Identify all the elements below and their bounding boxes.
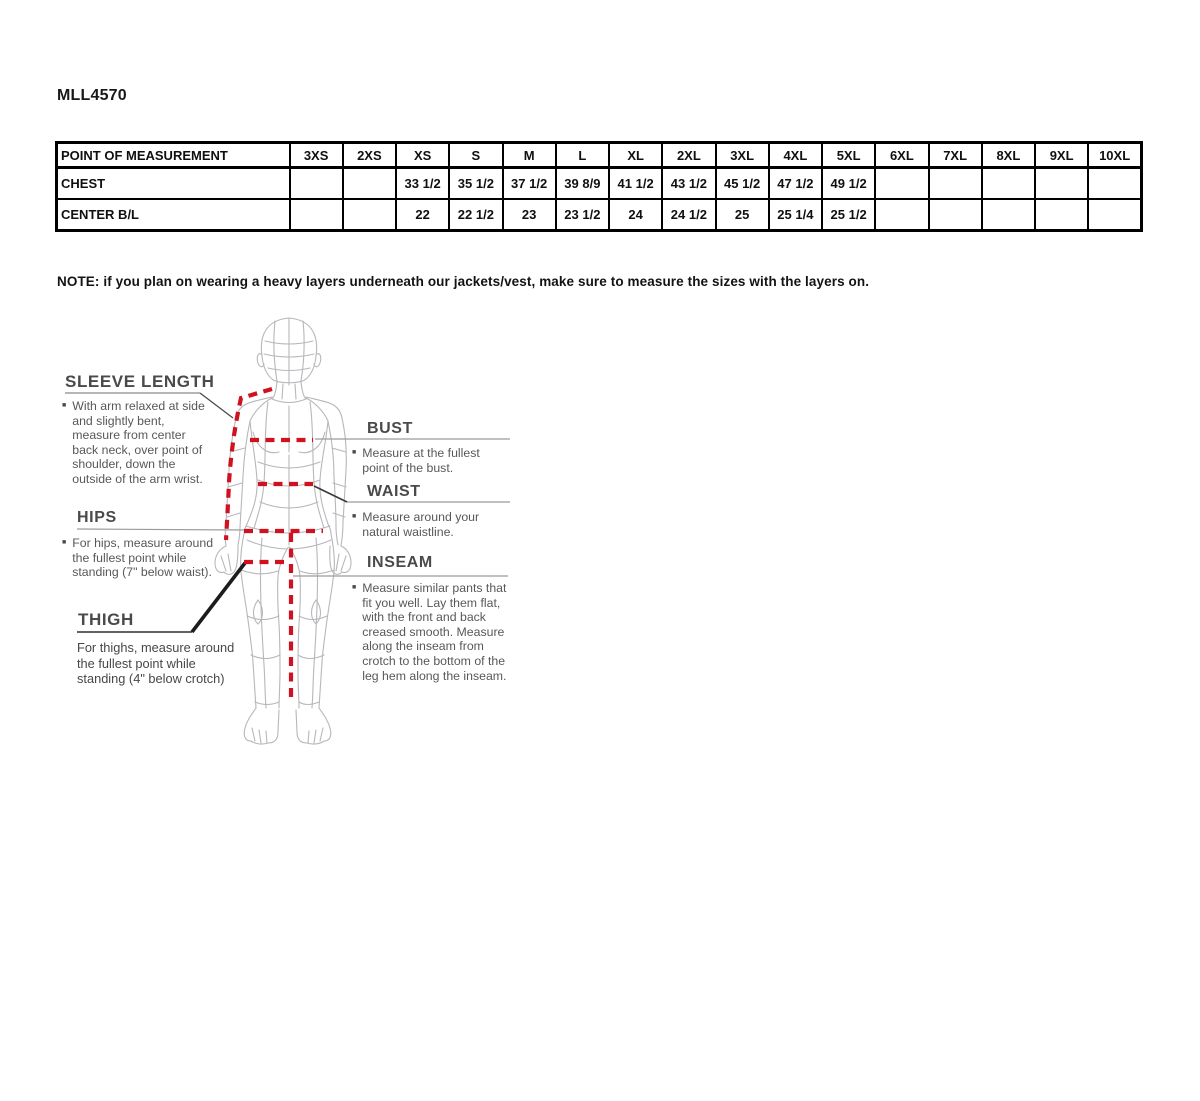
size-value-cell: 49 1/2 bbox=[822, 168, 875, 200]
bust-description-text: Measure at the fullest point of the bust. bbox=[362, 446, 480, 475]
size-value-cell bbox=[290, 168, 343, 200]
col-header-size: 5XL bbox=[822, 143, 875, 168]
size-value-cell: 24 bbox=[609, 199, 662, 231]
size-value-cell: 33 1/2 bbox=[396, 168, 449, 200]
size-value-cell: 22 bbox=[396, 199, 449, 231]
size-value-cell bbox=[982, 199, 1035, 231]
size-value-cell bbox=[929, 199, 982, 231]
body-figure-illustration bbox=[0, 300, 620, 760]
document-title: MLL4570 bbox=[57, 86, 127, 104]
col-header-point-of-measurement: POINT OF MEASUREMENT bbox=[57, 143, 290, 168]
size-value-cell: 22 1/2 bbox=[449, 199, 502, 231]
hips-callout-line bbox=[77, 529, 244, 530]
table-header-row bbox=[57, 143, 1142, 168]
col-header-size: XS bbox=[396, 143, 449, 168]
col-header-size: 6XL bbox=[875, 143, 928, 168]
bullet-icon: ■ bbox=[352, 584, 357, 591]
size-value-cell bbox=[1088, 199, 1141, 231]
table-row bbox=[57, 199, 1142, 231]
size-value-cell: 35 1/2 bbox=[449, 168, 502, 200]
size-value-cell: 25 bbox=[716, 199, 769, 231]
col-header-size: 3XS bbox=[290, 143, 343, 168]
inseam-description bbox=[352, 581, 516, 683]
note-text: NOTE: if you plan on wearing a heavy layers underneath our jackets/vest, make sure to measure the sizes with the layers on. bbox=[57, 273, 870, 289]
thigh-description-text: For thighs, measure around the fullest point while standing (4" below crotch) bbox=[77, 640, 235, 686]
size-table bbox=[55, 141, 1143, 232]
size-value-cell: 41 1/2 bbox=[609, 168, 662, 200]
hips-description-text: For hips, measure around the fullest point while standing (7" below waist). bbox=[72, 536, 214, 580]
size-value-cell: 43 1/2 bbox=[662, 168, 715, 200]
size-value-cell bbox=[929, 168, 982, 200]
col-header-size: XL bbox=[609, 143, 662, 168]
size-value-cell: 24 1/2 bbox=[662, 199, 715, 231]
size-value-cell: 23 bbox=[503, 199, 556, 231]
sleeve-length-title: SLEEVE LENGTH bbox=[65, 372, 215, 391]
col-header-size: 9XL bbox=[1035, 143, 1088, 168]
col-header-size: 7XL bbox=[929, 143, 982, 168]
thigh-title: THIGH bbox=[78, 610, 134, 629]
sleeve-length-description-text: With arm relaxed at side and slightly bent, measure from center back neck, over point of shoulder, down the outside of the arm wrist. bbox=[72, 399, 205, 486]
bullet-icon: ■ bbox=[352, 513, 357, 520]
bullet-icon: ■ bbox=[62, 539, 67, 546]
col-header-size: M bbox=[503, 143, 556, 168]
size-value-cell: 37 1/2 bbox=[503, 168, 556, 200]
waist-description-text: Measure around your natural waistline. bbox=[362, 510, 480, 539]
size-value-cell bbox=[1088, 168, 1141, 200]
inseam-description-text: Measure similar pants that fit you well. Lay them flat, with the front and back creased smooth. Measure along the inseam from crotch to the bottom of the leg hem along the inseam. bbox=[362, 581, 507, 683]
size-value-cell bbox=[343, 168, 396, 200]
col-header-size: 10XL bbox=[1088, 143, 1141, 168]
sleeve-length-description bbox=[62, 399, 208, 487]
size-value-cell: 47 1/2 bbox=[769, 168, 822, 200]
inseam-title: INSEAM bbox=[367, 554, 433, 571]
table-row bbox=[57, 168, 1142, 200]
col-header-size: 4XL bbox=[769, 143, 822, 168]
col-header-size: 2XL bbox=[662, 143, 715, 168]
size-table-container bbox=[55, 141, 1143, 232]
size-value-cell bbox=[875, 199, 928, 231]
col-header-size: L bbox=[556, 143, 609, 168]
col-header-size: 2XS bbox=[343, 143, 396, 168]
bullet-icon: ■ bbox=[62, 402, 67, 409]
row-label: CHEST bbox=[57, 168, 290, 200]
size-value-cell: 39 8/9 bbox=[556, 168, 609, 200]
waist-description bbox=[352, 510, 502, 539]
size-value-cell: 23 1/2 bbox=[556, 199, 609, 231]
size-value-cell bbox=[343, 199, 396, 231]
bust-title: BUST bbox=[367, 420, 413, 437]
measurement-lines bbox=[226, 389, 323, 703]
col-header-size: 8XL bbox=[982, 143, 1035, 168]
size-value-cell bbox=[982, 168, 1035, 200]
size-value-cell bbox=[1035, 168, 1088, 200]
row-label: CENTER B/L bbox=[57, 199, 290, 231]
col-header-size: S bbox=[449, 143, 502, 168]
size-value-cell bbox=[290, 199, 343, 231]
size-value-cell: 25 1/2 bbox=[822, 199, 875, 231]
size-value-cell bbox=[1035, 199, 1088, 231]
waist-title: WAIST bbox=[367, 483, 421, 500]
hips-title: HIPS bbox=[77, 509, 117, 526]
waist-callout-line bbox=[314, 486, 347, 502]
hips-description bbox=[62, 536, 214, 580]
size-value-cell bbox=[875, 168, 928, 200]
bust-description bbox=[352, 446, 504, 475]
bullet-icon: ■ bbox=[352, 449, 357, 456]
thigh-description bbox=[77, 640, 239, 687]
size-value-cell: 45 1/2 bbox=[716, 168, 769, 200]
size-value-cell: 25 1/4 bbox=[769, 199, 822, 231]
col-header-size: 3XL bbox=[716, 143, 769, 168]
